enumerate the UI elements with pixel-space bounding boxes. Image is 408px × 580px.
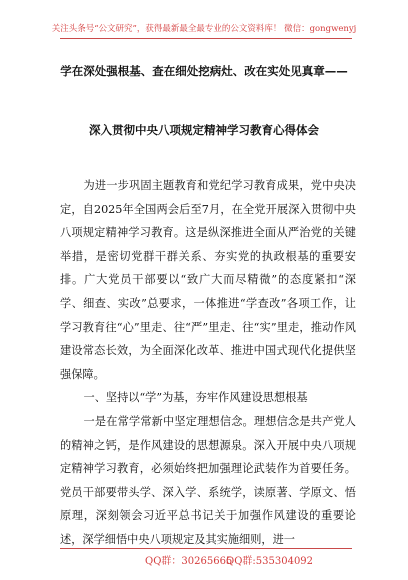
header-divider	[60, 38, 352, 39]
page-footer	[0, 540, 408, 580]
document-title-line-2: 深入贯彻中央八项规定精神学习教育心得体会	[89, 123, 319, 137]
body-paragraph-intro: 为进一步巩固主题教育和党纪学习教育成果，党中央决定，自2025年全国两会后至7月，在全党开展深入贯彻中央八项规定精神学习教育。这是纵深推进全面从严治党的关键举措，是密切党群干群关系、夯实党的执政根基的重要安排。广大党员干部要以“致广大而尽精微”的态度紧扣“深学、细查、实改”总要求，一体推进“学查改”各项工作，让学习教育往“心”里走、往“严”里走、往“实”里走，推动作风建设常态长效，为全面深化改革、推进中国式现代化提供坚强保障。	[60, 179, 356, 381]
footer-divider	[60, 548, 352, 549]
document-title-line-1: 学在深处强根基、查在细处挖病灶、改在实处见真章——	[60, 64, 348, 78]
section-heading-1: 一、坚持以“学”为基，夯牢作风建设思想根基	[83, 391, 308, 405]
header-promo-text: 关注头条号“公文研究”，获得最新最全最专业的公文资料库！ 微信：gongwenyj	[51, 24, 357, 34]
footer-qq-group-2: QQ群:535304092	[226, 556, 314, 567]
footer-qq-group-1: QQ群：30265665	[145, 556, 233, 567]
page-header	[0, 0, 408, 40]
document-body	[60, 174, 356, 552]
body-paragraph-1: 一是在常学常新中坚定理想信念。理想信念是共产党人的精神之钙，是作风建设的思想源泉。深入开展中央八项规定精神学习教育，必须始终把加强理论武装作为首要任务。党员干部要带头学、深入学、系统学，读原著、学原文、悟原理，深刻领会习近平总书记关于加强作风建设的重要论述，深学细悟中央八项规定及其实施细则，进一	[60, 414, 356, 546]
